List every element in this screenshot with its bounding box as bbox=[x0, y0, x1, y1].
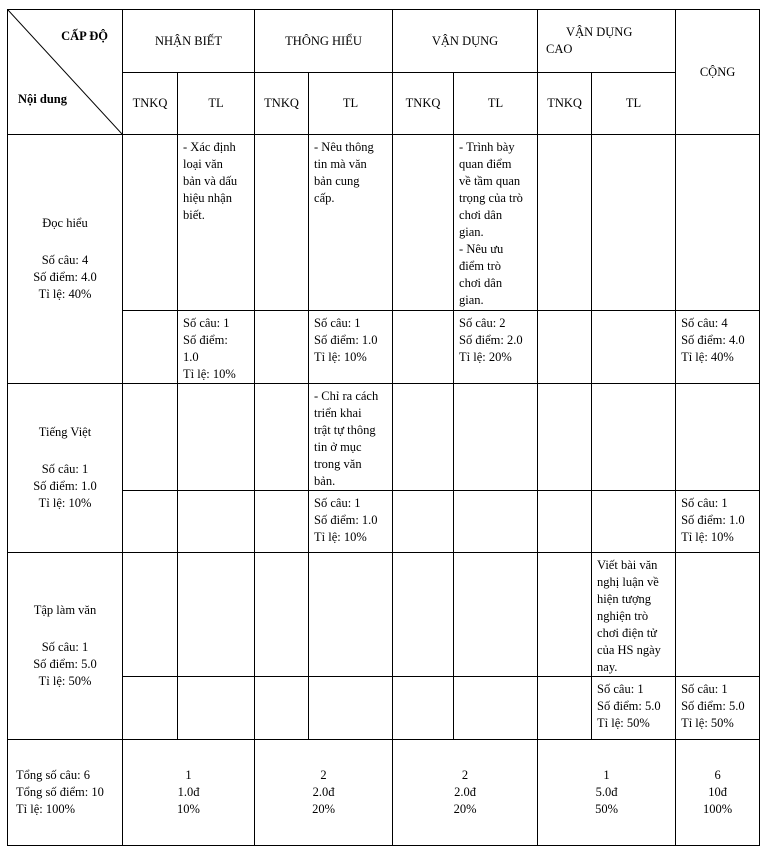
header-tnkq: TNKQ bbox=[538, 73, 592, 135]
stat-line: Số điểm: bbox=[183, 333, 228, 347]
total-points: 2.0đ bbox=[454, 785, 476, 799]
cell-th-desc bbox=[309, 135, 393, 311]
desc-line: - Nêu thông bbox=[314, 140, 374, 154]
stat-line: Số câu: 1 bbox=[314, 496, 361, 510]
header-tl: TL bbox=[309, 73, 393, 135]
total-percent: 100% bbox=[702, 802, 733, 816]
total-count: 1 bbox=[185, 768, 192, 782]
totals-van-dung bbox=[393, 740, 538, 846]
cell-empty bbox=[393, 384, 454, 491]
header-row-levels bbox=[8, 10, 760, 73]
cell-empty bbox=[454, 384, 538, 491]
desc-line: gian. bbox=[459, 293, 484, 307]
cell-cong-stats bbox=[676, 311, 760, 384]
row-ti-le: Tỉ lệ: 50% bbox=[38, 674, 92, 688]
stat-line: Tỉ lệ: 20% bbox=[459, 350, 512, 364]
cell-th-stats bbox=[309, 491, 393, 553]
cell-empty bbox=[178, 384, 255, 491]
stat-line: Số điểm: 1.0 bbox=[314, 333, 378, 347]
desc-line: triển khai bbox=[314, 406, 362, 420]
cell-vdc-desc bbox=[592, 553, 676, 677]
row-ti-le: Tỉ lệ: 40% bbox=[38, 287, 92, 301]
total-count: 2 bbox=[461, 768, 469, 782]
row-title: Tiếng Việt bbox=[38, 425, 92, 439]
total-points: 10đ bbox=[708, 785, 727, 799]
desc-line: trong văn bbox=[314, 457, 362, 471]
desc-line: về tầm quan bbox=[459, 174, 521, 188]
cell-empty bbox=[393, 491, 454, 553]
cell-empty bbox=[592, 491, 676, 553]
cell-empty bbox=[676, 553, 760, 677]
stat-line: Số câu: 1 bbox=[681, 682, 728, 696]
header-tl: TL bbox=[592, 73, 676, 135]
header-thong-hieu: THÔNG HIỂU bbox=[255, 10, 393, 73]
stat-line: Số câu: 1 bbox=[183, 316, 230, 330]
header-tnkq: TNKQ bbox=[255, 73, 309, 135]
cell-vd-stats bbox=[454, 311, 538, 384]
row-title: Tập làm văn bbox=[33, 603, 97, 617]
totals-van-dung-cao bbox=[538, 740, 676, 846]
cell-empty bbox=[454, 677, 538, 740]
cell-vdc-stats bbox=[592, 677, 676, 740]
desc-line: chơi điện tử bbox=[597, 626, 657, 640]
desc-line: nghiện trò bbox=[597, 609, 649, 623]
desc-line: bản. bbox=[314, 474, 336, 488]
header-tl: TL bbox=[178, 73, 255, 135]
desc-line: quan điểm bbox=[459, 157, 512, 171]
cell-empty bbox=[178, 491, 255, 553]
stat-line: Số câu: 2 bbox=[459, 316, 506, 330]
cell-vd-desc bbox=[454, 135, 538, 311]
cell-th-stats bbox=[309, 311, 393, 384]
row-so-diem: Số điểm: 1.0 bbox=[33, 479, 97, 493]
stat-line: Số điểm: 4.0 bbox=[681, 333, 745, 347]
desc-line: biết. bbox=[183, 208, 205, 222]
row-head-tap-lam-van bbox=[8, 553, 123, 740]
stat-line: Tỉ lệ: 10% bbox=[314, 350, 367, 364]
cell-th-desc bbox=[309, 384, 393, 491]
total-percent: 10% bbox=[177, 802, 200, 816]
cell-empty bbox=[393, 553, 454, 677]
cell-empty bbox=[538, 553, 592, 677]
corner-label-level: CẤP ĐỘ bbox=[61, 29, 108, 43]
row-head-tieng-viet bbox=[8, 384, 123, 553]
cell-empty bbox=[592, 311, 676, 384]
desc-line: bản cung bbox=[314, 174, 360, 188]
cell-empty bbox=[255, 553, 309, 677]
desc-line: - Nêu ưu bbox=[459, 242, 504, 256]
cell-empty bbox=[538, 135, 592, 311]
desc-line: trật tự thông bbox=[314, 423, 376, 437]
stat-line: Số câu: 1 bbox=[314, 316, 361, 330]
stat-line: Số điểm: 1.0 bbox=[314, 513, 378, 527]
desc-line: Viết bài văn bbox=[597, 558, 658, 572]
cell-empty bbox=[255, 384, 309, 491]
desc-line: hiện tượng bbox=[597, 592, 652, 606]
row-so-diem: Số điểm: 5.0 bbox=[33, 657, 97, 671]
row-so-diem: Số điểm: 4.0 bbox=[33, 270, 97, 284]
stat-line: Số câu: 1 bbox=[597, 682, 644, 696]
total-count: 1 bbox=[603, 768, 610, 782]
header-nhan-biet: NHẬN BIẾT bbox=[123, 10, 255, 73]
totals-label-cell bbox=[8, 740, 123, 846]
stat-line: Số câu: 1 bbox=[681, 496, 728, 510]
corner-header-cell bbox=[8, 10, 123, 135]
desc-line: trọng của trò bbox=[459, 191, 523, 205]
desc-line: của HS ngày bbox=[597, 643, 661, 657]
row-doc-hieu-desc bbox=[8, 135, 760, 311]
stat-line: Tỉ lệ: 50% bbox=[597, 716, 650, 730]
desc-line: hiệu nhận bbox=[183, 191, 232, 205]
cell-empty bbox=[309, 677, 393, 740]
total-count: 6 bbox=[714, 768, 721, 782]
row-so-cau: Số câu: 1 bbox=[41, 462, 89, 476]
total-percent: 20% bbox=[312, 802, 335, 816]
header-van-dung-cao-line1: VẬN DỤNG bbox=[566, 25, 633, 39]
stat-line: Số câu: 4 bbox=[681, 316, 728, 330]
cell-empty bbox=[592, 135, 676, 311]
cell-empty bbox=[676, 135, 760, 311]
row-totals bbox=[8, 740, 760, 846]
cell-empty bbox=[123, 384, 178, 491]
total-percent: 20% bbox=[453, 802, 477, 816]
cell-empty bbox=[538, 677, 592, 740]
stat-line: Tỉ lệ: 40% bbox=[681, 350, 734, 364]
cell-nb-desc bbox=[178, 135, 255, 311]
stat-line: Số điểm: 2.0 bbox=[459, 333, 523, 347]
total-points: 1.0đ bbox=[177, 785, 200, 799]
cell-empty bbox=[123, 677, 178, 740]
total-points: 5.0đ bbox=[595, 785, 618, 799]
cell-empty bbox=[538, 491, 592, 553]
stat-line: 1.0 bbox=[183, 350, 199, 364]
header-tnkq: TNKQ bbox=[393, 73, 454, 135]
header-tnkq: TNKQ bbox=[123, 73, 178, 135]
stat-line: Số điểm: 5.0 bbox=[597, 699, 661, 713]
desc-line: cấp. bbox=[314, 191, 335, 205]
totals-nhan-biet bbox=[123, 740, 255, 846]
header-cong: CỘNG bbox=[676, 10, 760, 135]
cell-empty bbox=[178, 553, 255, 677]
header-van-dung-cao bbox=[538, 10, 676, 73]
desc-line: chơi dân bbox=[459, 276, 503, 290]
cell-empty bbox=[123, 311, 178, 384]
cell-empty bbox=[393, 135, 454, 311]
cell-empty bbox=[123, 491, 178, 553]
row-title: Đọc hiểu bbox=[42, 216, 88, 230]
desc-line: - Chỉ ra cách bbox=[314, 389, 379, 403]
row-tap-lam-van-desc bbox=[8, 553, 760, 677]
header-tl: TL bbox=[454, 73, 538, 135]
cell-empty bbox=[454, 553, 538, 677]
row-so-cau: Số câu: 1 bbox=[41, 640, 89, 654]
desc-line: chơi dân bbox=[459, 208, 503, 222]
row-head-doc-hieu bbox=[8, 135, 123, 384]
cell-empty bbox=[255, 491, 309, 553]
desc-line: nay. bbox=[597, 660, 618, 674]
corner-label-content: Nội dung bbox=[18, 92, 67, 106]
totals-so-diem: Tổng số điểm: 10 bbox=[16, 785, 104, 799]
stat-line: Tỉ lệ: 10% bbox=[183, 367, 236, 381]
desc-line: tin mà văn bbox=[314, 157, 367, 171]
cell-empty bbox=[123, 553, 178, 677]
desc-line: tin ở mục bbox=[314, 440, 362, 454]
cell-empty bbox=[538, 311, 592, 384]
desc-line: nghị luận về bbox=[597, 575, 659, 589]
total-percent: 50% bbox=[595, 802, 619, 816]
stat-line: Số điểm: 5.0 bbox=[681, 699, 745, 713]
desc-line: điểm trò bbox=[459, 259, 502, 273]
stat-line: Tỉ lệ: 10% bbox=[681, 530, 734, 544]
desc-line: - Trình bày bbox=[459, 140, 515, 154]
cell-empty bbox=[393, 677, 454, 740]
cell-empty bbox=[393, 311, 454, 384]
cell-empty bbox=[592, 384, 676, 491]
desc-line: gian. bbox=[459, 225, 484, 239]
cell-empty bbox=[309, 553, 393, 677]
desc-line: bản và dấu bbox=[183, 174, 238, 188]
stat-line: Tỉ lệ: 50% bbox=[681, 716, 734, 730]
header-van-dung: VẬN DỤNG bbox=[393, 10, 538, 73]
cell-empty bbox=[178, 677, 255, 740]
desc-line: loại văn bbox=[183, 157, 223, 171]
cell-nb-stats bbox=[178, 311, 255, 384]
cell-empty bbox=[255, 311, 309, 384]
totals-so-cau: Tổng số câu: 6 bbox=[16, 768, 90, 782]
stat-line: Số điểm: 1.0 bbox=[681, 513, 745, 527]
row-ti-le: Tỉ lệ: 10% bbox=[38, 496, 92, 510]
row-so-cau: Số câu: 4 bbox=[41, 253, 89, 267]
totals-cong bbox=[676, 740, 760, 846]
cell-empty bbox=[676, 384, 760, 491]
cell-cong-stats bbox=[676, 677, 760, 740]
cell-empty bbox=[454, 491, 538, 553]
cell-empty bbox=[255, 677, 309, 740]
cell-empty bbox=[255, 135, 309, 311]
stat-line: Tỉ lệ: 10% bbox=[314, 530, 367, 544]
cell-cong-stats bbox=[676, 491, 760, 553]
cell-empty bbox=[538, 384, 592, 491]
totals-ti-le: Tỉ lệ: 100% bbox=[16, 802, 76, 816]
cell-empty bbox=[123, 135, 178, 311]
row-tieng-viet-desc bbox=[8, 384, 760, 491]
total-points: 2.0đ bbox=[312, 785, 335, 799]
desc-line: - Xác định bbox=[183, 140, 236, 154]
total-count: 2 bbox=[320, 768, 327, 782]
exam-matrix-table bbox=[7, 9, 760, 846]
totals-thong-hieu bbox=[255, 740, 393, 846]
header-van-dung-cao-line2: CAO bbox=[546, 42, 573, 56]
